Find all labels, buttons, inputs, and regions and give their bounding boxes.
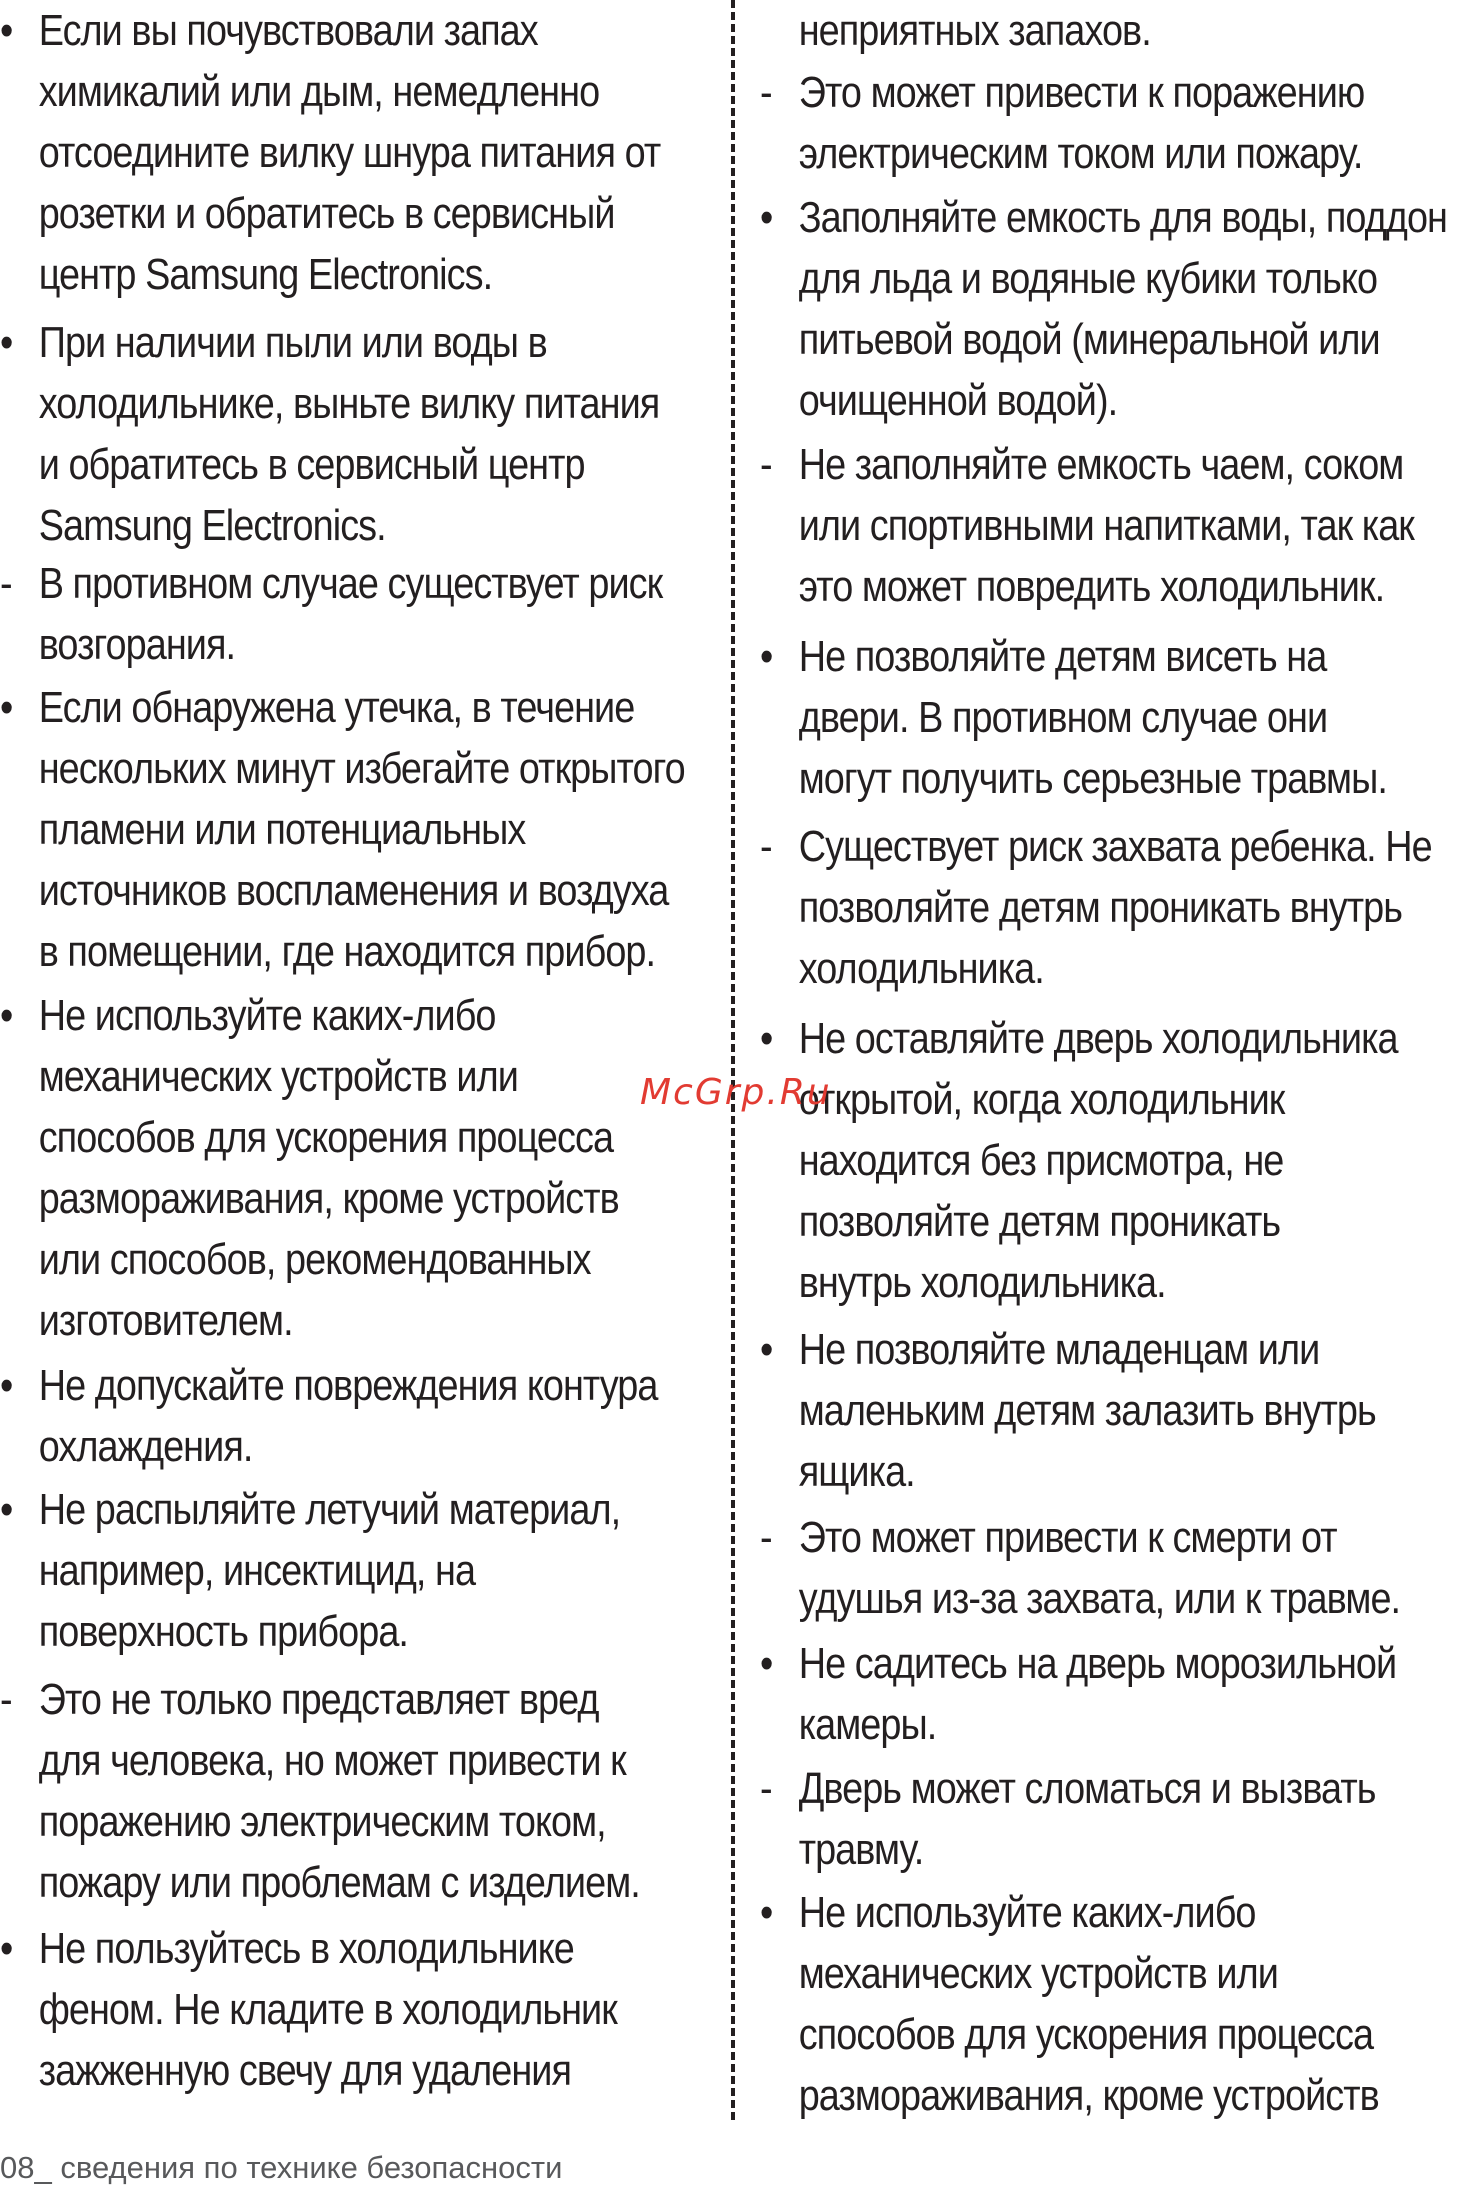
text-line: механических устройств или bbox=[798, 1949, 1278, 1998]
text-line: травму. bbox=[798, 1825, 924, 1874]
text-line: неприятных запахов. bbox=[798, 6, 1151, 55]
text-line: позволяйте детям проникать bbox=[798, 1197, 1281, 1246]
text-line: позволяйте детям проникать внутрь bbox=[798, 883, 1403, 932]
text-line: Это может привести к смерти от bbox=[798, 1513, 1337, 1562]
dash-marker: - bbox=[760, 822, 772, 871]
item-text bbox=[39, 677, 685, 982]
bullet-item bbox=[760, 1319, 1376, 1502]
text-line: розетки и обратитесь в сервисный bbox=[38, 189, 615, 238]
text-line: пламени или потенциальных bbox=[38, 805, 526, 854]
bullet-item bbox=[0, 1918, 619, 2101]
item-text bbox=[799, 816, 1432, 999]
text-line: маленьким детям залазить внутрь bbox=[798, 1386, 1376, 1435]
dash-item bbox=[760, 62, 1370, 184]
text-line: Не распыляйте летучий материал, bbox=[38, 1485, 621, 1534]
bullet-marker: • bbox=[760, 1014, 773, 1063]
bullet-item bbox=[0, 985, 619, 1351]
text-line: способов для ускорения процесса bbox=[798, 2010, 1374, 2059]
column-divider bbox=[731, 0, 735, 2120]
text-line: находится без присмотра, не bbox=[798, 1136, 1284, 1185]
text-line: Не заполняйте емкость чаем, соком bbox=[798, 440, 1404, 489]
text-line: нескольких минут избегайте открытого bbox=[38, 744, 685, 793]
item-text bbox=[39, 1355, 658, 1477]
text-line: пожару или проблемам с изделием. bbox=[38, 1858, 640, 1907]
text-line: или способов, рекомендованных bbox=[38, 1235, 591, 1284]
bullet-item bbox=[0, 1479, 619, 1662]
item-text bbox=[39, 1479, 620, 1662]
page-footer: 08_ сведения по технике безопасности bbox=[0, 2150, 563, 2185]
text-line: Не позволяйте детям висеть на bbox=[798, 632, 1327, 681]
bullet-marker: • bbox=[760, 1325, 773, 1374]
text-line: в помещении, где находится прибор. bbox=[38, 927, 656, 976]
bullet-item bbox=[760, 187, 1447, 431]
text-line: механических устройств или bbox=[38, 1052, 518, 1101]
text-line: Это не только представляет вред bbox=[38, 1675, 599, 1724]
text-line: могут получить серьезные травмы. bbox=[798, 754, 1387, 803]
item-text bbox=[39, 0, 661, 305]
text-line: или спортивными напитками, так как bbox=[798, 501, 1414, 550]
text-line: источников воспламенения и воздуха bbox=[38, 866, 669, 915]
text-line: Не пользуйтесь в холодильнике bbox=[38, 1924, 574, 1973]
text-line: отсоедините вилку шнура питания от bbox=[38, 128, 661, 177]
item-text bbox=[799, 1008, 1398, 1313]
text-line: способов для ускорения процесса bbox=[38, 1113, 614, 1162]
bullet-marker: • bbox=[0, 1924, 13, 1973]
bullet-marker: • bbox=[760, 193, 773, 242]
bullet-marker: • bbox=[760, 1639, 773, 1688]
item-text bbox=[39, 1918, 617, 2101]
text-line: феном. Не кладите в холодильник bbox=[38, 1985, 617, 2034]
text-line: очищенной водой). bbox=[798, 376, 1118, 425]
text-line: Не садитесь на дверь морозильной bbox=[798, 1639, 1397, 1688]
text-line: Дверь может сломаться и вызвать bbox=[798, 1764, 1376, 1813]
text-line: поражению электрическим током, bbox=[38, 1797, 606, 1846]
bullet-marker: • bbox=[0, 991, 13, 1040]
text-line: Если обнаружена утечка, в течение bbox=[38, 683, 635, 732]
text-line: для льда и водяные кубики только bbox=[798, 254, 1378, 303]
text-line: холодильнике, выньте вилку питания bbox=[38, 379, 660, 428]
item-text bbox=[39, 312, 660, 556]
text-line: центр Samsung Electronics. bbox=[38, 250, 493, 299]
bullet-item bbox=[760, 1633, 1397, 1755]
text-line: двери. В противном случае они bbox=[798, 693, 1328, 742]
item-text bbox=[39, 985, 619, 1351]
bullet-marker: • bbox=[760, 1888, 773, 1937]
text-line: изготовителем. bbox=[38, 1296, 293, 1345]
item-text bbox=[799, 62, 1365, 184]
bullet-item bbox=[0, 0, 661, 305]
dash-marker: - bbox=[760, 440, 772, 489]
dash-marker: - bbox=[760, 1513, 772, 1562]
dash-item bbox=[760, 1758, 1376, 1880]
text-line: поверхность прибора. bbox=[38, 1607, 409, 1656]
dash-item bbox=[0, 1669, 640, 1913]
text-line: открытой, когда холодильник bbox=[798, 1075, 1285, 1124]
text-line: Заполняйте емкость для воды, поддон bbox=[798, 193, 1447, 242]
text-line: и обратитесь в сервисный центр bbox=[38, 440, 585, 489]
text-line: зажженную свечу для удаления bbox=[38, 2046, 572, 2095]
text-line: это может повредить холодильник. bbox=[798, 562, 1385, 611]
item-text bbox=[39, 553, 663, 675]
dash-marker: - bbox=[760, 1764, 772, 1813]
bullet-item bbox=[760, 1008, 1398, 1313]
text-line: например, инсектицид, на bbox=[38, 1546, 476, 1595]
item-text bbox=[799, 1758, 1376, 1880]
text-line: холодильника. bbox=[798, 944, 1044, 993]
text-line: Существует риск захвата ребенка. Не bbox=[798, 822, 1432, 871]
text-line: размораживания, кроме устройств bbox=[798, 2071, 1379, 2120]
text-line: Не используйте каких-либо bbox=[798, 1888, 1256, 1937]
dash-marker: - bbox=[0, 1675, 12, 1724]
continued-item bbox=[760, 0, 1370, 61]
text-line: камеры. bbox=[798, 1700, 937, 1749]
text-line: Если вы почувствовали запах bbox=[38, 6, 538, 55]
text-line: В противном случае существует риск bbox=[38, 559, 663, 608]
item-text bbox=[39, 1669, 640, 1913]
text-line: для человека, но может привести к bbox=[38, 1736, 626, 1785]
text-line: внутрь холодильника. bbox=[798, 1258, 1166, 1307]
dash-item bbox=[760, 816, 1432, 999]
bullet-item bbox=[0, 312, 660, 556]
text-line: питьевой водой (минеральной или bbox=[798, 315, 1380, 364]
bullet-item bbox=[760, 626, 1387, 809]
text-line: размораживания, кроме устройств bbox=[38, 1174, 619, 1223]
bullet-marker: • bbox=[0, 1485, 13, 1534]
item-text bbox=[799, 1319, 1376, 1502]
item-text bbox=[799, 1507, 1400, 1629]
dash-marker: - bbox=[0, 559, 12, 608]
bullet-marker: • bbox=[0, 683, 13, 732]
dash-item bbox=[760, 434, 1414, 617]
text-line: Не используйте каких-либо bbox=[38, 991, 496, 1040]
text-line: химикалий или дым, немедленно bbox=[38, 67, 600, 116]
dash-item bbox=[760, 1507, 1401, 1629]
text-line: электрическим током или пожару. bbox=[798, 129, 1363, 178]
bullet-marker: • bbox=[760, 632, 773, 681]
text-line: Samsung Electronics. bbox=[38, 501, 386, 550]
text-line: Не позволяйте младенцам или bbox=[798, 1325, 1320, 1374]
text-line: удушья из-за захвата, или к травме. bbox=[798, 1574, 1401, 1623]
item-text bbox=[799, 626, 1387, 809]
bullet-marker: • bbox=[0, 1361, 13, 1410]
item-text bbox=[799, 0, 1151, 61]
item-text bbox=[799, 187, 1447, 431]
item-text bbox=[799, 1882, 1379, 2126]
text-line: ящика. bbox=[798, 1447, 915, 1496]
bullet-marker: • bbox=[0, 318, 13, 367]
dash-item bbox=[0, 553, 663, 675]
text-line: охлаждения. bbox=[38, 1422, 253, 1471]
text-line: возгорания. bbox=[38, 620, 236, 669]
bullet-item bbox=[760, 1882, 1379, 2126]
dash-marker: - bbox=[760, 68, 772, 117]
text-line: При наличии пыли или воды в bbox=[38, 318, 547, 367]
text-line: Не допускайте повреждения контура bbox=[38, 1361, 658, 1410]
text-line: Это может привести к поражению bbox=[798, 68, 1365, 117]
bullet-item bbox=[0, 1355, 658, 1477]
item-text bbox=[799, 1633, 1397, 1755]
item-text bbox=[799, 434, 1414, 617]
bullet-marker: • bbox=[0, 6, 13, 55]
bullet-item bbox=[0, 677, 685, 982]
watermark: McGrp.Ru bbox=[640, 1072, 832, 1113]
text-line: Не оставляйте дверь холодильника bbox=[798, 1014, 1398, 1063]
